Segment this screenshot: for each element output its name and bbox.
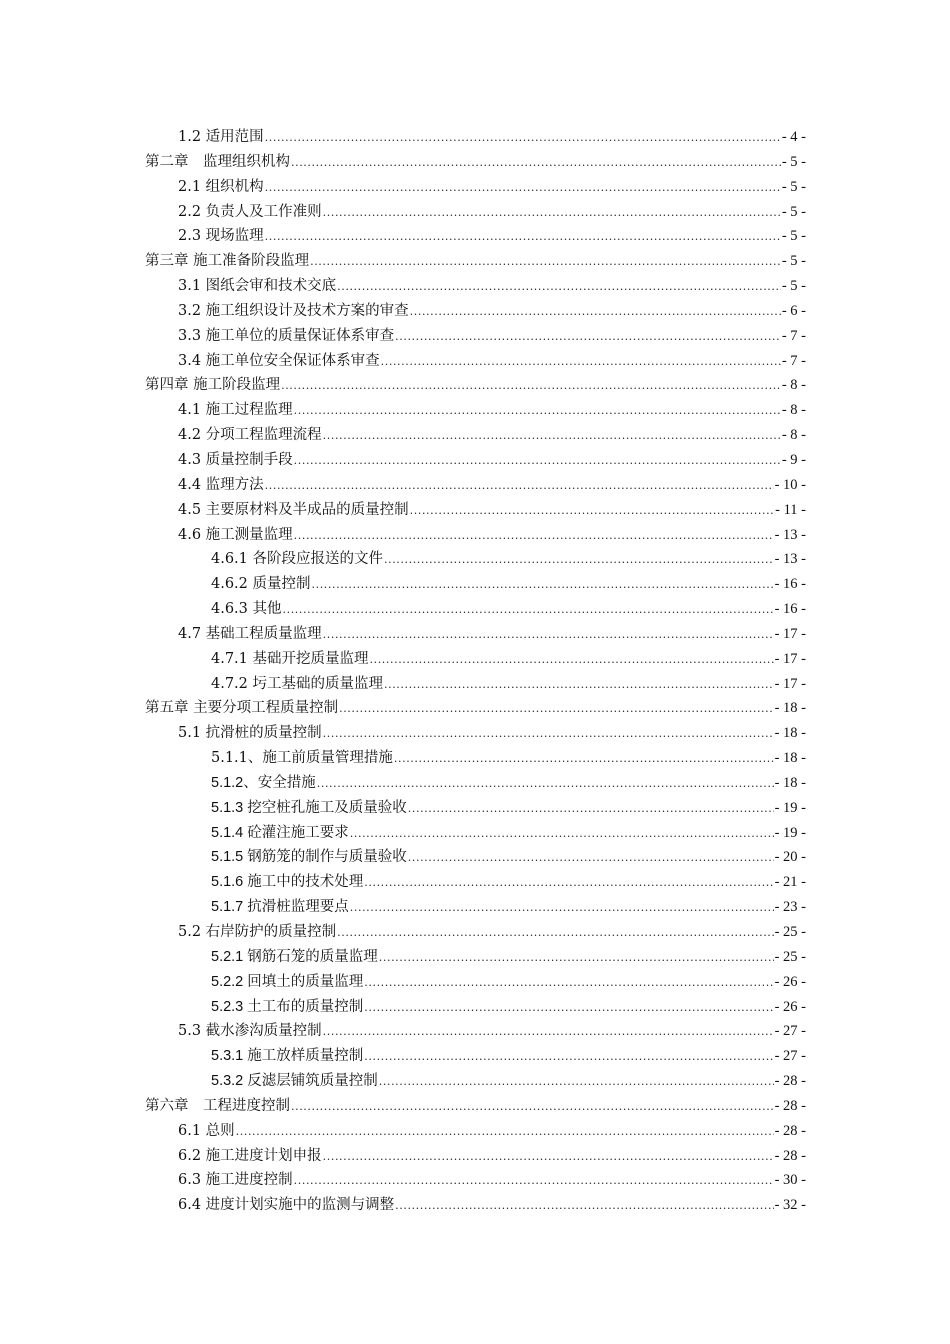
toc-entry-title: 5.1.4 砼灌注施工要求 xyxy=(211,824,349,841)
toc-dot-leader xyxy=(291,1095,774,1120)
toc-entry-page-number: - 18 - xyxy=(774,774,806,791)
toc-dot-leader xyxy=(291,151,781,176)
toc-entry-title: 4.5 主要原材料及半成品的质量控制 xyxy=(178,501,409,518)
toc-entry-page-number: - 5 - xyxy=(781,203,806,220)
toc-dot-leader xyxy=(323,424,781,449)
toc-entry-title: 6.2 施工进度计划申报 xyxy=(178,1147,322,1164)
toc-entry-page-number: - 8 - xyxy=(781,427,806,444)
toc-entry-title: 5.1.1、施工前质量管理措施 xyxy=(211,750,393,767)
toc-entry-page-number: - 4 - xyxy=(781,129,806,145)
toc-dot-leader xyxy=(364,871,773,896)
toc-entry-page-number: - 5 - xyxy=(781,153,806,170)
toc-entry-title: 4.7 基础工程质量监理 xyxy=(178,625,322,642)
toc-dot-leader xyxy=(265,126,781,151)
toc-entry-page-number: - 17 - xyxy=(774,650,806,667)
toc-entry-title: 5.3 截水渗沟质量控制 xyxy=(178,1023,322,1040)
toc-dot-leader xyxy=(364,1045,773,1070)
toc-entry-title: 5.2.1 钢筋石笼的质量监理 xyxy=(211,948,378,965)
toc-entry-title: 4.7.1 基础开挖质量监理 xyxy=(211,650,369,667)
toc-entry-title: 3.1 图纸会审和技术交底 xyxy=(178,278,337,295)
toc-entry-title: 4.1 施工过程监理 xyxy=(178,402,293,419)
toc-entry[interactable] xyxy=(145,746,806,771)
toc-dot-leader xyxy=(323,623,774,648)
toc-entry-page-number: - 26 - xyxy=(774,973,806,990)
toc-entry[interactable] xyxy=(145,945,806,970)
toc-entry[interactable] xyxy=(145,572,806,597)
toc-entry-title: 第五章 主要分项工程质量控制 xyxy=(145,700,339,717)
toc-entry[interactable] xyxy=(145,249,806,274)
toc-entry-page-number: - 7 - xyxy=(781,352,806,369)
toc-entry-page-number: - 16 - xyxy=(774,576,806,593)
toc-dot-leader xyxy=(294,524,774,549)
toc-entry-page-number: - 27 - xyxy=(774,1048,806,1065)
toc-dot-leader xyxy=(350,822,774,847)
toc-dot-leader xyxy=(323,1020,774,1045)
toc-entry-title: 6.4 进度计划实施中的监测与调整 xyxy=(178,1197,395,1214)
toc-entry-page-number: - 16 - xyxy=(774,601,806,618)
toc-dot-leader xyxy=(364,971,773,996)
toc-entry[interactable] xyxy=(145,324,806,349)
toc-entry[interactable] xyxy=(145,672,806,697)
toc-entry-page-number: - 17 - xyxy=(774,625,806,642)
toc-entry-page-number: - 19 - xyxy=(774,824,806,841)
toc-entry[interactable] xyxy=(145,696,806,721)
toc-entry-title: 4.6.2 质量控制 xyxy=(211,576,311,593)
toc-dot-leader xyxy=(379,946,774,971)
toc-dot-leader xyxy=(323,722,774,747)
toc-dot-leader xyxy=(281,374,781,399)
toc-entry[interactable] xyxy=(145,1094,806,1119)
toc-entry[interactable] xyxy=(145,970,806,995)
toc-dot-leader xyxy=(384,548,774,573)
toc-entry-page-number: - 8 - xyxy=(781,377,806,394)
toc-entry-title: 4.6.3 其他 xyxy=(211,601,282,618)
toc-dot-leader xyxy=(265,225,781,250)
toc-entry-page-number: - 27 - xyxy=(774,1023,806,1040)
toc-dot-leader xyxy=(283,598,774,623)
toc-entry-page-number: - 18 - xyxy=(774,700,806,717)
toc-entry-page-number: - 25 - xyxy=(774,948,806,965)
toc-entry-title: 5.2.2 回填土的质量监理 xyxy=(211,973,364,990)
toc-entry[interactable] xyxy=(145,597,806,622)
toc-entry-title: 5.2 右岸防护的质量控制 xyxy=(178,924,337,940)
toc-entry[interactable] xyxy=(145,299,806,324)
toc-entry[interactable] xyxy=(145,647,806,672)
toc-entry-page-number: - 30 - xyxy=(774,1172,806,1189)
toc-entry[interactable] xyxy=(145,1119,806,1144)
toc-entry-page-number: - 28 - xyxy=(774,1122,806,1139)
toc-entry-page-number: - 28 - xyxy=(774,1147,806,1164)
toc-entry-page-number: - 5 - xyxy=(781,253,806,270)
toc-entry[interactable] xyxy=(145,175,806,200)
toc-entry[interactable] xyxy=(145,1193,806,1218)
toc-entry-title: 2.1 组织机构 xyxy=(178,178,264,195)
toc-entry-title: 4.6 施工测量监理 xyxy=(178,526,293,543)
toc-entry-title: 4.6.1 各阶段应报送的文件 xyxy=(211,551,384,568)
toc-entry[interactable] xyxy=(145,1069,806,1094)
toc-entry-title: 5.2.3 土工布的质量控制 xyxy=(211,998,364,1015)
toc-entry-page-number: - 25 - xyxy=(774,924,806,940)
toc-entry-page-number: - 13 - xyxy=(774,551,806,568)
toc-dot-leader xyxy=(294,449,781,474)
toc-dot-leader xyxy=(408,846,774,871)
toc-dot-leader xyxy=(394,747,774,772)
toc-entry-page-number: - 13 - xyxy=(774,526,806,543)
toc-entry[interactable] xyxy=(145,1168,806,1193)
toc-dot-leader xyxy=(312,573,774,598)
toc-entry-title: 6.3 施工进度控制 xyxy=(178,1172,293,1189)
toc-entry[interactable] xyxy=(145,870,806,895)
toc-entry[interactable] xyxy=(145,274,806,299)
toc-entry-page-number: - 9 - xyxy=(781,451,806,468)
toc-entry[interactable] xyxy=(145,448,806,473)
toc-dot-leader xyxy=(294,399,781,424)
toc-dot-leader xyxy=(317,772,774,797)
toc-entry[interactable] xyxy=(145,224,806,249)
toc-entry-title: 3.3 施工单位的质量保证体系审查 xyxy=(178,327,395,344)
toc-entry-title: 5.1.7 抗滑桩监理要点 xyxy=(211,899,349,916)
toc-entry-page-number: - 28 - xyxy=(774,1097,806,1114)
toc-entry[interactable] xyxy=(145,1044,806,1069)
toc-entry-title: 5.1.6 施工中的技术处理 xyxy=(211,874,364,891)
toc-dot-leader xyxy=(265,176,781,201)
toc-dot-leader xyxy=(294,1169,774,1194)
toc-entry[interactable] xyxy=(145,771,806,796)
toc-entry-title: 3.2 施工组织设计及技术方案的审查 xyxy=(178,302,409,319)
toc-entry-page-number: - 10 - xyxy=(774,476,806,493)
toc-entry-title: 5.1.5 钢筋笼的制作与质量验收 xyxy=(211,849,407,866)
toc-entry[interactable] xyxy=(145,423,806,448)
toc-dot-leader xyxy=(339,697,773,722)
toc-entry-page-number: - 5 - xyxy=(781,278,806,295)
toc-entry-title: 第六章 工程进度控制 xyxy=(145,1097,290,1114)
toc-entry-title: 4.3 质量控制手段 xyxy=(178,451,293,468)
toc-entry-title: 4.4 监理方法 xyxy=(178,476,264,493)
toc-entry-title: 6.1 总则 xyxy=(178,1122,235,1139)
toc-entry-title: 1.2 适用范围 xyxy=(178,129,264,145)
toc-entry[interactable] xyxy=(145,125,806,150)
toc-entry[interactable] xyxy=(145,1144,806,1169)
toc-dot-leader xyxy=(408,797,774,822)
toc-entry[interactable] xyxy=(145,473,806,498)
toc-entry-page-number: - 17 - xyxy=(774,675,806,692)
toc-entry-page-number: - 8 - xyxy=(781,402,806,419)
toc-entry[interactable] xyxy=(145,895,806,920)
toc-dot-leader xyxy=(310,250,781,275)
toc-entry[interactable] xyxy=(145,622,806,647)
toc-entry[interactable] xyxy=(145,995,806,1020)
toc-entry-title: 5.1.3 挖空桩孔施工及质量验收 xyxy=(211,799,407,816)
toc-entry-page-number: - 5 - xyxy=(781,178,806,195)
toc-entry[interactable] xyxy=(145,845,806,870)
toc-entry-title: 5.1.2、安全措施 xyxy=(211,774,316,791)
toc-entry[interactable] xyxy=(145,349,806,374)
toc-dot-leader xyxy=(323,1145,774,1170)
toc-entry-page-number: - 18 - xyxy=(774,725,806,742)
toc-entry-page-number: - 23 - xyxy=(774,899,806,916)
toc-entry[interactable] xyxy=(145,498,806,523)
toc-entry-title: 4.2 分项工程监理流程 xyxy=(178,427,322,444)
table-of-contents xyxy=(145,125,806,1218)
toc-entry-page-number: - 26 - xyxy=(774,998,806,1015)
toc-entry-title: 5.1 抗滑桩的质量控制 xyxy=(178,725,322,742)
toc-entry-title: 第四章 施工阶段监理 xyxy=(145,377,281,394)
toc-entry-page-number: - 11 - xyxy=(775,501,806,518)
toc-entry-page-number: - 32 - xyxy=(774,1197,806,1214)
toc-entry-page-number: - 28 - xyxy=(774,1073,806,1090)
toc-dot-leader xyxy=(379,1070,774,1095)
toc-dot-leader xyxy=(364,996,773,1021)
toc-entry-page-number: - 7 - xyxy=(781,327,806,344)
toc-dot-leader xyxy=(265,474,774,499)
toc-entry[interactable] xyxy=(145,821,806,846)
toc-dot-leader xyxy=(395,325,781,350)
toc-entry[interactable] xyxy=(145,796,806,821)
toc-dot-leader xyxy=(337,921,773,946)
toc-entry[interactable] xyxy=(145,150,806,175)
toc-entry[interactable] xyxy=(145,1019,806,1044)
toc-entry-page-number: - 6 - xyxy=(781,302,806,319)
toc-entry-title: 第三章 施工准备阶段监理 xyxy=(145,253,310,270)
toc-entry-page-number: - 19 - xyxy=(774,799,806,816)
toc-entry-title: 2.3 现场监理 xyxy=(178,228,264,245)
toc-dot-leader xyxy=(236,1120,774,1145)
toc-entry[interactable] xyxy=(145,920,806,945)
toc-entry-page-number: - 5 - xyxy=(781,228,806,245)
toc-entry[interactable] xyxy=(145,373,806,398)
toc-dot-leader xyxy=(323,201,781,226)
toc-dot-leader xyxy=(350,896,774,921)
toc-entry-title: 5.3.2 反滤层铺筑质量控制 xyxy=(211,1073,378,1090)
toc-entry-title: 4.7.2 圬工基础的质量监理 xyxy=(211,675,384,692)
toc-dot-leader xyxy=(395,1194,773,1219)
toc-entry-page-number: - 20 - xyxy=(774,849,806,866)
toc-dot-leader xyxy=(384,673,774,698)
toc-dot-leader xyxy=(381,350,781,375)
toc-dot-leader xyxy=(370,648,774,673)
toc-entry[interactable] xyxy=(145,398,806,423)
toc-entry-page-number: - 21 - xyxy=(774,874,806,891)
toc-entry-title: 2.2 负责人及工作准则 xyxy=(178,203,322,220)
toc-entry[interactable] xyxy=(145,200,806,225)
toc-entry-title: 3.4 施工单位安全保证体系审查 xyxy=(178,352,380,369)
toc-entry-title: 第二章 监理组织机构 xyxy=(145,153,290,170)
toc-dot-leader xyxy=(410,499,774,524)
toc-entry[interactable] xyxy=(145,523,806,548)
toc-entry[interactable] xyxy=(145,547,806,572)
toc-dot-leader xyxy=(410,300,781,325)
toc-entry-title: 5.3.1 施工放样质量控制 xyxy=(211,1048,364,1065)
toc-entry-page-number: - 18 - xyxy=(774,750,806,767)
toc-dot-leader xyxy=(337,275,781,300)
toc-entry[interactable] xyxy=(145,721,806,746)
